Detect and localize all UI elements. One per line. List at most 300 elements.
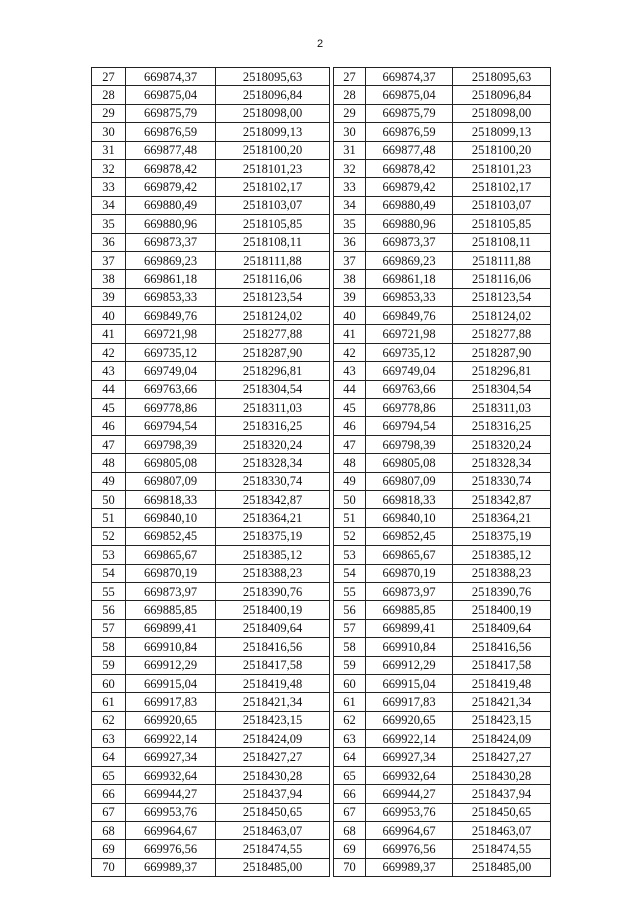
table-row: [334, 601, 551, 619]
coordinates-table-left: [91, 67, 330, 877]
point-number-cell: 27: [334, 68, 366, 86]
table-row: [334, 490, 551, 508]
y-coordinate-cell: 2518388,23: [216, 564, 330, 582]
point-number-cell: 33: [92, 178, 126, 196]
y-coordinate-cell: 2518450,65: [216, 803, 330, 821]
point-number-cell: 44: [92, 380, 126, 398]
y-coordinate-cell: 2518311,03: [453, 399, 551, 417]
table-row: [334, 454, 551, 472]
y-coordinate-cell: 2518095,63: [216, 68, 330, 86]
x-coordinate-cell: 669922,14: [366, 730, 453, 748]
table-row: [334, 270, 551, 288]
table-row: [92, 619, 330, 637]
y-coordinate-cell: 2518364,21: [216, 509, 330, 527]
point-number-cell: 62: [334, 711, 366, 729]
point-number-cell: 28: [334, 86, 366, 104]
table-row: [334, 766, 551, 784]
x-coordinate-cell: 669807,09: [126, 472, 216, 490]
y-coordinate-cell: 2518098,00: [453, 104, 551, 122]
table-row: [334, 711, 551, 729]
point-number-cell: 59: [334, 656, 366, 674]
x-coordinate-cell: 669878,42: [366, 159, 453, 177]
y-coordinate-cell: 2518311,03: [216, 399, 330, 417]
y-coordinate-cell: 2518463,07: [453, 822, 551, 840]
y-coordinate-cell: 2518099,13: [216, 123, 330, 141]
y-coordinate-cell: 2518277,88: [216, 325, 330, 343]
y-coordinate-cell: 2518328,34: [216, 454, 330, 472]
table-row: [92, 766, 330, 784]
y-coordinate-cell: 2518409,64: [216, 619, 330, 637]
table-row: [334, 638, 551, 656]
point-number-cell: 38: [334, 270, 366, 288]
point-number-cell: 61: [92, 693, 126, 711]
x-coordinate-cell: 669899,41: [126, 619, 216, 637]
x-coordinate-cell: 669927,34: [126, 748, 216, 766]
table-row: [334, 380, 551, 398]
x-coordinate-cell: 669899,41: [366, 619, 453, 637]
y-coordinate-cell: 2518400,19: [216, 601, 330, 619]
x-coordinate-cell: 669798,39: [366, 435, 453, 453]
y-coordinate-cell: 2518390,76: [453, 582, 551, 600]
point-number-cell: 40: [92, 307, 126, 325]
point-number-cell: 70: [92, 858, 126, 876]
y-coordinate-cell: 2518342,87: [453, 490, 551, 508]
x-coordinate-cell: 669915,04: [126, 674, 216, 692]
point-number-cell: 35: [92, 215, 126, 233]
y-coordinate-cell: 2518427,27: [216, 748, 330, 766]
table-row: [334, 288, 551, 306]
y-coordinate-cell: 2518103,07: [453, 196, 551, 214]
table-row: [334, 307, 551, 325]
x-coordinate-cell: 669920,65: [366, 711, 453, 729]
y-coordinate-cell: 2518423,15: [216, 711, 330, 729]
table-row: [92, 638, 330, 656]
y-coordinate-cell: 2518096,84: [453, 86, 551, 104]
y-coordinate-cell: 2518485,00: [453, 858, 551, 876]
point-number-cell: 65: [334, 766, 366, 784]
table-row: [334, 730, 551, 748]
point-number-cell: 40: [334, 307, 366, 325]
point-number-cell: 67: [334, 803, 366, 821]
x-coordinate-cell: 669721,98: [126, 325, 216, 343]
x-coordinate-cell: 669870,19: [366, 564, 453, 582]
point-number-cell: 37: [334, 251, 366, 269]
table-row: [92, 86, 330, 104]
table-row: [92, 803, 330, 821]
y-coordinate-cell: 2518102,17: [216, 178, 330, 196]
y-coordinate-cell: 2518419,48: [216, 674, 330, 692]
y-coordinate-cell: 2518108,11: [216, 233, 330, 251]
y-coordinate-cell: 2518103,07: [216, 196, 330, 214]
y-coordinate-cell: 2518304,54: [216, 380, 330, 398]
table-row: [334, 785, 551, 803]
table-row: [334, 564, 551, 582]
y-coordinate-cell: 2518421,34: [453, 693, 551, 711]
point-number-cell: 61: [334, 693, 366, 711]
point-number-cell: 49: [92, 472, 126, 490]
x-coordinate-cell: 669735,12: [126, 343, 216, 361]
y-coordinate-cell: 2518390,76: [216, 582, 330, 600]
y-coordinate-cell: 2518287,90: [453, 343, 551, 361]
table-row: [334, 803, 551, 821]
point-number-cell: 54: [334, 564, 366, 582]
table-row: [92, 270, 330, 288]
table-row: [92, 380, 330, 398]
point-number-cell: 57: [92, 619, 126, 637]
x-coordinate-cell: 669953,76: [366, 803, 453, 821]
point-number-cell: 69: [92, 840, 126, 858]
x-coordinate-cell: 669763,66: [126, 380, 216, 398]
y-coordinate-cell: 2518124,02: [453, 307, 551, 325]
y-coordinate-cell: 2518375,19: [216, 527, 330, 545]
table-row: [92, 656, 330, 674]
y-coordinate-cell: 2518287,90: [216, 343, 330, 361]
table-row: [334, 233, 551, 251]
x-coordinate-cell: 669877,48: [366, 141, 453, 159]
point-number-cell: 42: [334, 343, 366, 361]
y-coordinate-cell: 2518105,85: [216, 215, 330, 233]
table-row: [334, 196, 551, 214]
point-number-cell: 44: [334, 380, 366, 398]
x-coordinate-cell: 669805,08: [126, 454, 216, 472]
point-number-cell: 29: [92, 104, 126, 122]
x-coordinate-cell: 669735,12: [366, 343, 453, 361]
x-coordinate-cell: 669749,04: [126, 362, 216, 380]
table-row: [92, 233, 330, 251]
point-number-cell: 53: [334, 546, 366, 564]
y-coordinate-cell: 2518423,15: [453, 711, 551, 729]
x-coordinate-cell: 669870,19: [126, 564, 216, 582]
point-number-cell: 67: [92, 803, 126, 821]
x-coordinate-cell: 669876,59: [366, 123, 453, 141]
point-number-cell: 50: [334, 490, 366, 508]
table-row: [92, 104, 330, 122]
point-number-cell: 58: [334, 638, 366, 656]
table-row: [92, 288, 330, 306]
point-number-cell: 33: [334, 178, 366, 196]
x-coordinate-cell: 669875,79: [126, 104, 216, 122]
x-coordinate-cell: 669852,45: [366, 527, 453, 545]
y-coordinate-cell: 2518100,20: [453, 141, 551, 159]
point-number-cell: 59: [92, 656, 126, 674]
y-coordinate-cell: 2518417,58: [453, 656, 551, 674]
point-number-cell: 39: [334, 288, 366, 306]
y-coordinate-cell: 2518304,54: [453, 380, 551, 398]
table-row: [334, 325, 551, 343]
y-coordinate-cell: 2518416,56: [216, 638, 330, 656]
x-coordinate-cell: 669964,67: [366, 822, 453, 840]
table-row: [334, 343, 551, 361]
x-coordinate-cell: 669749,04: [366, 362, 453, 380]
table-row: [92, 711, 330, 729]
y-coordinate-cell: 2518111,88: [216, 251, 330, 269]
point-number-cell: 48: [92, 454, 126, 472]
point-number-cell: 47: [334, 435, 366, 453]
point-number-cell: 36: [334, 233, 366, 251]
x-coordinate-cell: 669912,29: [126, 656, 216, 674]
table-row: [92, 215, 330, 233]
table-row: [92, 674, 330, 692]
table-row: [92, 546, 330, 564]
y-coordinate-cell: 2518102,17: [453, 178, 551, 196]
point-number-cell: 56: [92, 601, 126, 619]
point-number-cell: 37: [92, 251, 126, 269]
point-number-cell: 32: [92, 159, 126, 177]
table-row: [334, 141, 551, 159]
point-number-cell: 45: [334, 399, 366, 417]
point-number-cell: 34: [334, 196, 366, 214]
x-coordinate-cell: 669885,85: [366, 601, 453, 619]
y-coordinate-cell: 2518375,19: [453, 527, 551, 545]
x-coordinate-cell: 669861,18: [126, 270, 216, 288]
table-row: [334, 619, 551, 637]
table-row: [92, 417, 330, 435]
point-number-cell: 56: [334, 601, 366, 619]
table-row: [334, 656, 551, 674]
table-row: [92, 159, 330, 177]
x-coordinate-cell: 669880,49: [126, 196, 216, 214]
table-row: [334, 399, 551, 417]
x-coordinate-cell: 669721,98: [366, 325, 453, 343]
x-coordinate-cell: 669869,23: [366, 251, 453, 269]
x-coordinate-cell: 669915,04: [366, 674, 453, 692]
y-coordinate-cell: 2518474,55: [453, 840, 551, 858]
y-coordinate-cell: 2518388,23: [453, 564, 551, 582]
table-row: [92, 527, 330, 545]
y-coordinate-cell: 2518296,81: [216, 362, 330, 380]
y-coordinate-cell: 2518316,25: [453, 417, 551, 435]
table-row: [92, 399, 330, 417]
table-row: [92, 68, 330, 86]
x-coordinate-cell: 669917,83: [366, 693, 453, 711]
y-coordinate-cell: 2518474,55: [216, 840, 330, 858]
x-coordinate-cell: 669932,64: [366, 766, 453, 784]
point-number-cell: 66: [92, 785, 126, 803]
x-coordinate-cell: 669849,76: [126, 307, 216, 325]
x-coordinate-cell: 669861,18: [366, 270, 453, 288]
x-coordinate-cell: 669818,33: [366, 490, 453, 508]
x-coordinate-cell: 669964,67: [126, 822, 216, 840]
point-number-cell: 29: [334, 104, 366, 122]
y-coordinate-cell: 2518421,34: [216, 693, 330, 711]
table-row: [334, 693, 551, 711]
y-coordinate-cell: 2518450,65: [453, 803, 551, 821]
x-coordinate-cell: 669879,42: [126, 178, 216, 196]
table-row: [92, 362, 330, 380]
y-coordinate-cell: 2518437,94: [216, 785, 330, 803]
y-coordinate-cell: 2518427,27: [453, 748, 551, 766]
table-row: [92, 785, 330, 803]
table-row: [334, 582, 551, 600]
x-coordinate-cell: 669873,37: [366, 233, 453, 251]
y-coordinate-cell: 2518342,87: [216, 490, 330, 508]
table-row: [92, 601, 330, 619]
y-coordinate-cell: 2518417,58: [216, 656, 330, 674]
point-number-cell: 28: [92, 86, 126, 104]
x-coordinate-cell: 669920,65: [126, 711, 216, 729]
x-coordinate-cell: 669778,86: [126, 399, 216, 417]
table-row: [334, 674, 551, 692]
point-number-cell: 34: [92, 196, 126, 214]
y-coordinate-cell: 2518277,88: [453, 325, 551, 343]
x-coordinate-cell: 669875,04: [366, 86, 453, 104]
x-coordinate-cell: 669880,96: [366, 215, 453, 233]
x-coordinate-cell: 669879,42: [366, 178, 453, 196]
table-row: [92, 454, 330, 472]
table-row: [334, 178, 551, 196]
x-coordinate-cell: 669865,67: [366, 546, 453, 564]
point-number-cell: 62: [92, 711, 126, 729]
x-coordinate-cell: 669873,97: [126, 582, 216, 600]
point-number-cell: 42: [92, 343, 126, 361]
table-row: [334, 858, 551, 876]
y-coordinate-cell: 2518111,88: [453, 251, 551, 269]
y-coordinate-cell: 2518416,56: [453, 638, 551, 656]
point-number-cell: 32: [334, 159, 366, 177]
table-row: [334, 159, 551, 177]
table-row: [92, 822, 330, 840]
table-row: [92, 325, 330, 343]
table-row: [92, 141, 330, 159]
y-coordinate-cell: 2518437,94: [453, 785, 551, 803]
point-number-cell: 31: [92, 141, 126, 159]
y-coordinate-cell: 2518330,74: [453, 472, 551, 490]
point-number-cell: 58: [92, 638, 126, 656]
x-coordinate-cell: 669910,84: [366, 638, 453, 656]
y-coordinate-cell: 2518320,24: [216, 435, 330, 453]
table-row: [92, 509, 330, 527]
x-coordinate-cell: 669944,27: [126, 785, 216, 803]
x-coordinate-cell: 669976,56: [126, 840, 216, 858]
point-number-cell: 30: [334, 123, 366, 141]
y-coordinate-cell: 2518123,54: [216, 288, 330, 306]
x-coordinate-cell: 669927,34: [366, 748, 453, 766]
table-row: [92, 178, 330, 196]
table-row: [334, 840, 551, 858]
y-coordinate-cell: 2518096,84: [216, 86, 330, 104]
point-number-cell: 52: [334, 527, 366, 545]
y-coordinate-cell: 2518320,24: [453, 435, 551, 453]
point-number-cell: 41: [334, 325, 366, 343]
point-number-cell: 35: [334, 215, 366, 233]
x-coordinate-cell: 669865,67: [126, 546, 216, 564]
x-coordinate-cell: 669912,29: [366, 656, 453, 674]
x-coordinate-cell: 669875,04: [126, 86, 216, 104]
point-number-cell: 63: [334, 730, 366, 748]
point-number-cell: 48: [334, 454, 366, 472]
x-coordinate-cell: 669880,49: [366, 196, 453, 214]
y-coordinate-cell: 2518316,25: [216, 417, 330, 435]
table-row: [92, 251, 330, 269]
table-row: [334, 527, 551, 545]
table-row: [334, 251, 551, 269]
y-coordinate-cell: 2518116,06: [216, 270, 330, 288]
point-number-cell: 63: [92, 730, 126, 748]
y-coordinate-cell: 2518108,11: [453, 233, 551, 251]
table-row: [92, 564, 330, 582]
x-coordinate-cell: 669989,37: [366, 858, 453, 876]
point-number-cell: 68: [92, 822, 126, 840]
table-row: [334, 435, 551, 453]
x-coordinate-cell: 669922,14: [126, 730, 216, 748]
y-coordinate-cell: 2518101,23: [453, 159, 551, 177]
y-coordinate-cell: 2518095,63: [453, 68, 551, 86]
table-row: [334, 472, 551, 490]
x-coordinate-cell: 669880,96: [126, 215, 216, 233]
table-row: [334, 362, 551, 380]
table-row: [334, 215, 551, 233]
point-number-cell: 55: [92, 582, 126, 600]
y-coordinate-cell: 2518100,20: [216, 141, 330, 159]
x-coordinate-cell: 669917,83: [126, 693, 216, 711]
point-number-cell: 39: [92, 288, 126, 306]
x-coordinate-cell: 669763,66: [366, 380, 453, 398]
point-number-cell: 66: [334, 785, 366, 803]
x-coordinate-cell: 669849,76: [366, 307, 453, 325]
table-row: [334, 123, 551, 141]
point-number-cell: 45: [92, 399, 126, 417]
y-coordinate-cell: 2518296,81: [453, 362, 551, 380]
point-number-cell: 36: [92, 233, 126, 251]
y-coordinate-cell: 2518364,21: [453, 509, 551, 527]
x-coordinate-cell: 669805,08: [366, 454, 453, 472]
y-coordinate-cell: 2518385,12: [216, 546, 330, 564]
point-number-cell: 68: [334, 822, 366, 840]
table-row: [92, 693, 330, 711]
x-coordinate-cell: 669869,23: [126, 251, 216, 269]
point-number-cell: 30: [92, 123, 126, 141]
x-coordinate-cell: 669932,64: [126, 766, 216, 784]
table-row: [92, 123, 330, 141]
x-coordinate-cell: 669807,09: [366, 472, 453, 490]
point-number-cell: 46: [334, 417, 366, 435]
y-coordinate-cell: 2518123,54: [453, 288, 551, 306]
x-coordinate-cell: 669778,86: [366, 399, 453, 417]
table-row: [92, 840, 330, 858]
x-coordinate-cell: 669840,10: [126, 509, 216, 527]
x-coordinate-cell: 669794,54: [366, 417, 453, 435]
y-coordinate-cell: 2518430,28: [453, 766, 551, 784]
y-coordinate-cell: 2518463,07: [216, 822, 330, 840]
table-row: [92, 196, 330, 214]
y-coordinate-cell: 2518124,02: [216, 307, 330, 325]
x-coordinate-cell: 669944,27: [366, 785, 453, 803]
y-coordinate-cell: 2518101,23: [216, 159, 330, 177]
point-number-cell: 70: [334, 858, 366, 876]
point-number-cell: 49: [334, 472, 366, 490]
page-number: 2: [316, 38, 324, 50]
y-coordinate-cell: 2518105,85: [453, 215, 551, 233]
y-coordinate-cell: 2518409,64: [453, 619, 551, 637]
point-number-cell: 57: [334, 619, 366, 637]
y-coordinate-cell: 2518485,00: [216, 858, 330, 876]
coordinates-table-right: [333, 67, 551, 877]
y-coordinate-cell: 2518430,28: [216, 766, 330, 784]
table-row: [92, 748, 330, 766]
point-number-cell: 64: [92, 748, 126, 766]
table-row: [92, 490, 330, 508]
y-coordinate-cell: 2518328,34: [453, 454, 551, 472]
x-coordinate-cell: 669876,59: [126, 123, 216, 141]
point-number-cell: 65: [92, 766, 126, 784]
x-coordinate-cell: 669874,37: [126, 68, 216, 86]
table-row: [92, 582, 330, 600]
point-number-cell: 31: [334, 141, 366, 159]
y-coordinate-cell: 2518330,74: [216, 472, 330, 490]
y-coordinate-cell: 2518116,06: [453, 270, 551, 288]
table-row: [334, 86, 551, 104]
point-number-cell: 60: [92, 674, 126, 692]
